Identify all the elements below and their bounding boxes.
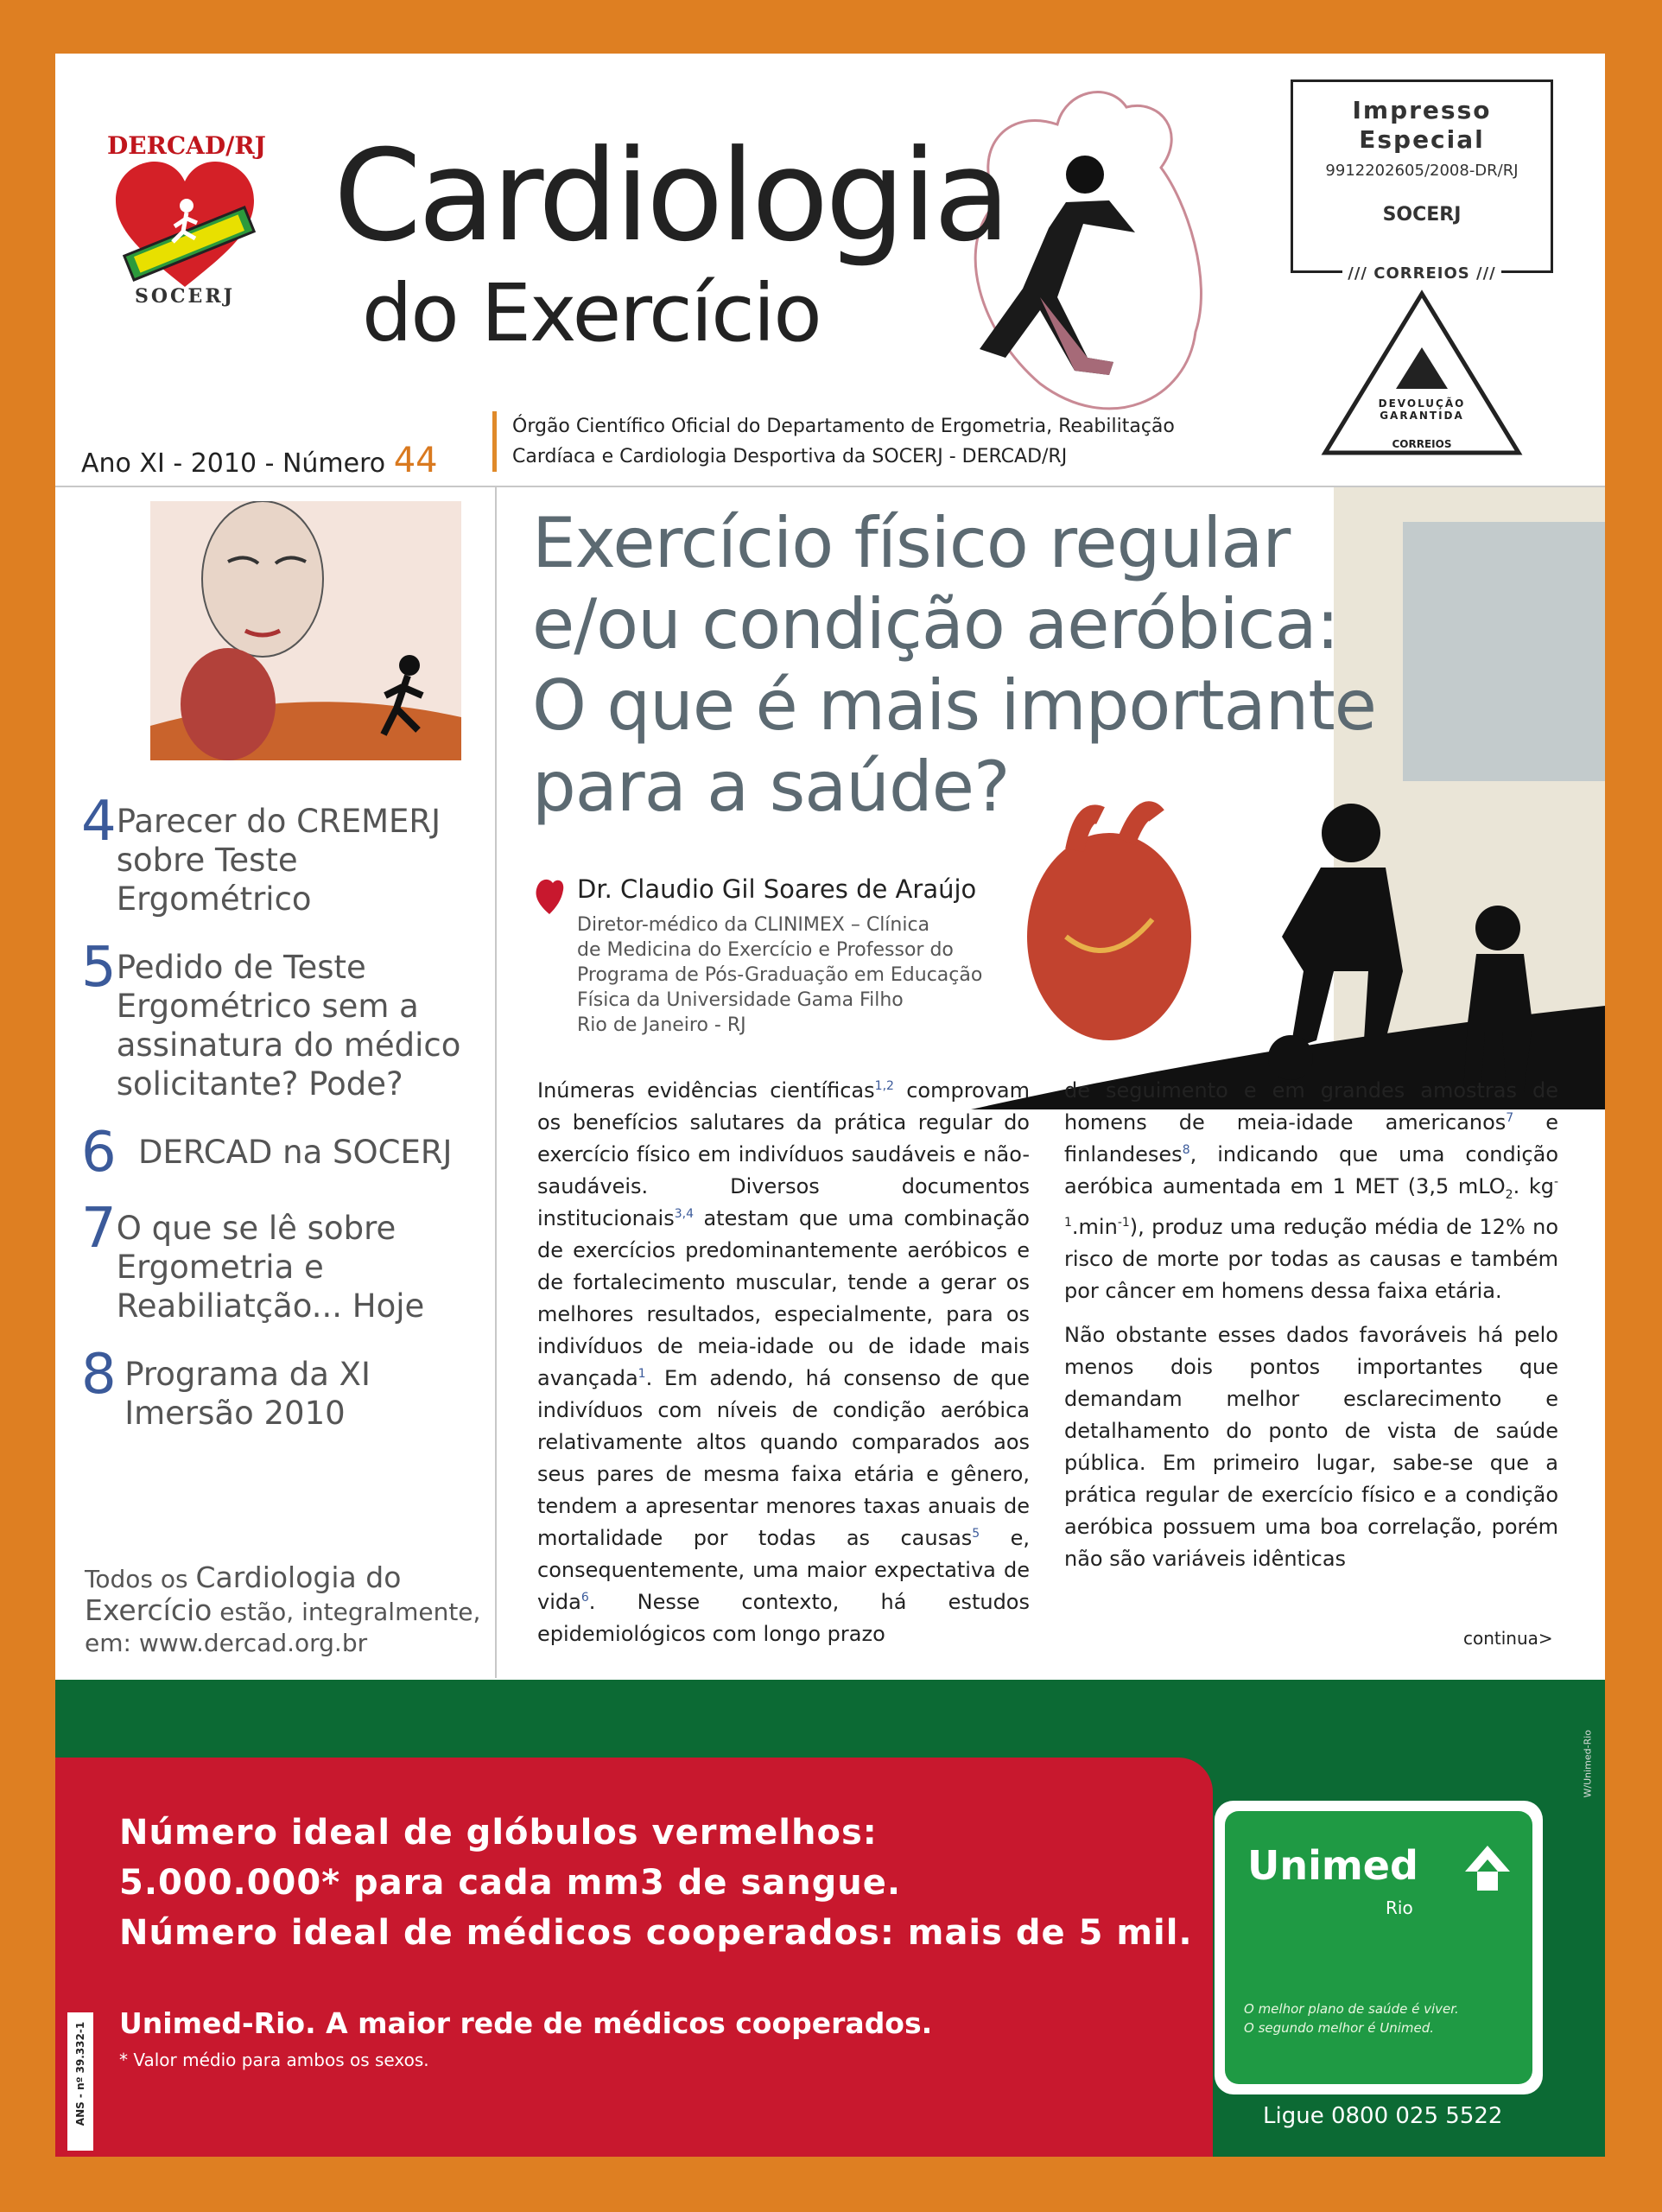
toc-item[interactable]	[81, 1121, 487, 1185]
unimed-card	[1215, 1801, 1543, 2094]
ad-slogan: Unimed-Rio. A maior rede de médicos cooperados.	[119, 2006, 933, 2040]
stamp-impresso: Impresso	[1352, 96, 1492, 124]
unimed-logo: Unimed	[1247, 1842, 1418, 1889]
toc-page-number: 4	[81, 790, 117, 854]
headline-line: O que é mais importante	[532, 665, 1376, 746]
text-run: de seguimento e em grandes amostras de homens de meia-idade americanos	[1064, 1078, 1558, 1135]
return-line-1: DEVOLUÇÃO	[1378, 397, 1466, 410]
unimed-card-inner	[1225, 1811, 1532, 2084]
dercad-logo	[107, 131, 266, 317]
stamp-correios: /// CORREIOS ///	[1342, 264, 1500, 283]
author-name: Dr. Claudio Gil Soares de Araújo	[577, 874, 977, 904]
column-divider	[495, 487, 497, 1678]
reference: 8	[1182, 1143, 1190, 1157]
sidebar-illustration-icon	[133, 501, 479, 778]
reference: 1,2	[874, 1079, 894, 1093]
issue-info	[81, 441, 438, 480]
text-run: , indicando que uma condição aeróbica aumentada em 1 MET (3,5 mLO	[1064, 1142, 1558, 1198]
return-text	[1318, 397, 1526, 422]
text-run: . Em adendo, há consenso de que indivíduos com níveis de condição aeróbica relativamente altos quando comparados aos seus pares de mesma faixa etária e gênero, tendem a apresentar menores taxas anuais de mortalidade por todas as causas	[537, 1366, 1030, 1550]
text-run: e, consequentemente, uma maior expectativa de vida	[537, 1526, 1030, 1614]
stamp-footer	[1293, 264, 1551, 283]
newsletter-page	[55, 54, 1605, 2157]
agency-credit	[1577, 1697, 1595, 1801]
organ-line-1: Órgão Científico Oficial do Departamento de Ergometria, Reabilitação	[512, 416, 1175, 437]
toc-item[interactable]	[81, 790, 487, 918]
reference: 6	[580, 1591, 589, 1605]
tagline-line: O segundo melhor é Unimed.	[1244, 2020, 1435, 2036]
return-correios: CORREIOS	[1392, 438, 1452, 450]
ad-line: Número ideal de médicos cooperados: mais de 5 mil.	[119, 1913, 1193, 1953]
masthead-subtitle: do Exercício	[362, 267, 821, 359]
unimed-rio: Rio	[1386, 1897, 1413, 1918]
ans-badge	[67, 2012, 93, 2151]
ad-footnote: * Valor médio para ambos os sexos.	[119, 2050, 429, 2070]
article-paragraph	[1064, 1075, 1558, 1307]
ad-phone[interactable]: Ligue 0800 025 5522	[1263, 2103, 1503, 2129]
return-stamp	[1318, 287, 1526, 460]
stamp-code: 9912202605/2008-DR/RJ	[1325, 162, 1519, 180]
archive-text-1: Todos os	[85, 1565, 196, 1593]
triangle-icon	[1318, 287, 1526, 460]
archive-title: Cardiologia do Exercício	[85, 1560, 402, 1627]
article-column-1	[537, 1075, 1030, 1662]
toc-title: Programa da XI Imersão 2010	[124, 1356, 371, 1432]
article-headline	[532, 503, 1534, 828]
ans-text: ANS - nº 39.332-1	[74, 2021, 86, 2126]
issue-prefix: Ano XI - 2010 - Número	[81, 448, 386, 479]
toc-title: Parecer do CREMERJ sobre Teste Ergométrico	[116, 803, 441, 918]
logo-top-text: DERCAD/RJ	[107, 131, 266, 160]
toc-title: Pedido de Teste Ergométrico sem a assinatura do médico solicitante? Pode?	[116, 949, 461, 1103]
superscript: -1	[1117, 1215, 1130, 1230]
return-line-2: GARANTIDA	[1380, 410, 1464, 422]
unimed-tagline	[1244, 1999, 1459, 2037]
toc-item[interactable]	[81, 1343, 487, 1433]
headline-line: para a saúde?	[532, 747, 1010, 827]
postal-stamp	[1291, 79, 1553, 283]
ad-line: 5.000.000* para cada mm3 de sangue.	[119, 1863, 902, 1903]
article-paragraph	[537, 1075, 1030, 1650]
text-run: Inúmeras evidências científicas	[537, 1078, 875, 1103]
archive-text-2: estão, integralmente, em: www.dercad.org.br	[85, 1598, 481, 1657]
toc-page-number: 7	[81, 1197, 117, 1261]
unimed-advertisement	[55, 1680, 1605, 2157]
issue-number: 44	[393, 441, 438, 480]
author-desc-line: de Medicina do Exercício e Professor do	[577, 939, 954, 961]
toc-item[interactable]	[81, 936, 487, 1103]
toc-page-number: 6	[81, 1121, 117, 1185]
heart-logo-icon	[107, 149, 263, 304]
archive-note	[85, 1562, 491, 1659]
article-column-2	[1064, 1075, 1558, 1587]
ad-line: Número ideal de glóbulos vermelhos:	[119, 1813, 878, 1853]
masthead-title: Cardiologia	[333, 123, 1008, 270]
reference: 7	[1506, 1111, 1514, 1125]
unimed-tree-icon	[1462, 1842, 1513, 1894]
ad-headline	[119, 1808, 1193, 1958]
author-description	[577, 912, 1061, 1038]
article-paragraph: Não obstante esses dados favoráveis há pelo menos dois pontos importantes que demandam melhor esclarecimento e detalhamento do ponto de vista de saúde pública. Em primeiro lugar, sabe-se que a prática regular de exercício físico e a condição aeróbica possuem uma boa correlação, porém não são variáveis idênticas	[1064, 1322, 1558, 1571]
stamp-especial: Especial	[1359, 125, 1485, 154]
text-run: comprovam os benefícios salutares da prática regular do exercício físico em indivíduos saudáveis e não-saudáveis. Diversos documentos institucionais	[537, 1078, 1031, 1230]
author-desc-line: Física da Universidade Gama Filho	[577, 989, 904, 1011]
reference: 5	[972, 1527, 980, 1541]
toc-page-number: 5	[81, 936, 117, 1000]
superscript: -1	[1064, 1175, 1559, 1230]
toc-page-number: 8	[81, 1343, 117, 1407]
logo-bottom-text: SOCERJ	[134, 285, 236, 308]
reference: 3,4	[674, 1207, 694, 1221]
text-run: . Nesse contexto, há estudos epidemiológicos com longo prazo	[537, 1590, 1030, 1646]
heart-bullet-icon	[532, 874, 567, 918]
text-run: . kg	[1513, 1174, 1554, 1198]
toc-title: DERCAD na SOCERJ	[138, 1134, 453, 1171]
headline-line: Exercício físico regular	[532, 503, 1291, 583]
text-run: atestam que uma combinação de exercícios predominantemente aeróbicos e de fortalecimento muscular, tende a gerar os melhores resultados, especialmente, para os indivíduos de meia-idade ou de idade mais avançada	[537, 1206, 1030, 1390]
toc-title: O que se lê sobre Ergometria e Reabiliatção... Hoje	[116, 1210, 425, 1325]
tagline-line: O melhor plano de saúde é viver.	[1244, 2001, 1459, 2017]
stamp-client: SOCERJ	[1382, 204, 1462, 226]
organ-line-2: Cardíaca e Cardiologia Desportiva da SOCERJ - DERCAD/RJ	[512, 446, 1068, 467]
subscript: 2	[1505, 1187, 1513, 1202]
table-of-contents	[81, 790, 487, 1455]
reference: 1	[638, 1367, 646, 1381]
headline-line: e/ou condição aeróbica:	[532, 584, 1339, 664]
text-run: e finlandeses	[1064, 1110, 1558, 1166]
author-desc-line: Rio de Janeiro - RJ	[577, 1014, 746, 1036]
continue-link[interactable]: continua>	[1463, 1628, 1553, 1649]
author-desc-line: Diretor-médico da CLINIMEX – Clínica	[577, 914, 930, 936]
agency-text: W/Unimed-Rio	[1582, 1729, 1594, 1798]
text-run: .min	[1071, 1214, 1118, 1239]
author-desc-line: Programa de Pós-Graduação em Educação	[577, 964, 983, 986]
organ-description	[492, 411, 1238, 472]
stamp-line-1	[1293, 96, 1551, 155]
text-run: ), produz uma redução média de 12% no risco de morte por todas as causas e também por câncer em homens dessa faixa etária.	[1064, 1214, 1558, 1303]
toc-item[interactable]	[81, 1197, 487, 1325]
